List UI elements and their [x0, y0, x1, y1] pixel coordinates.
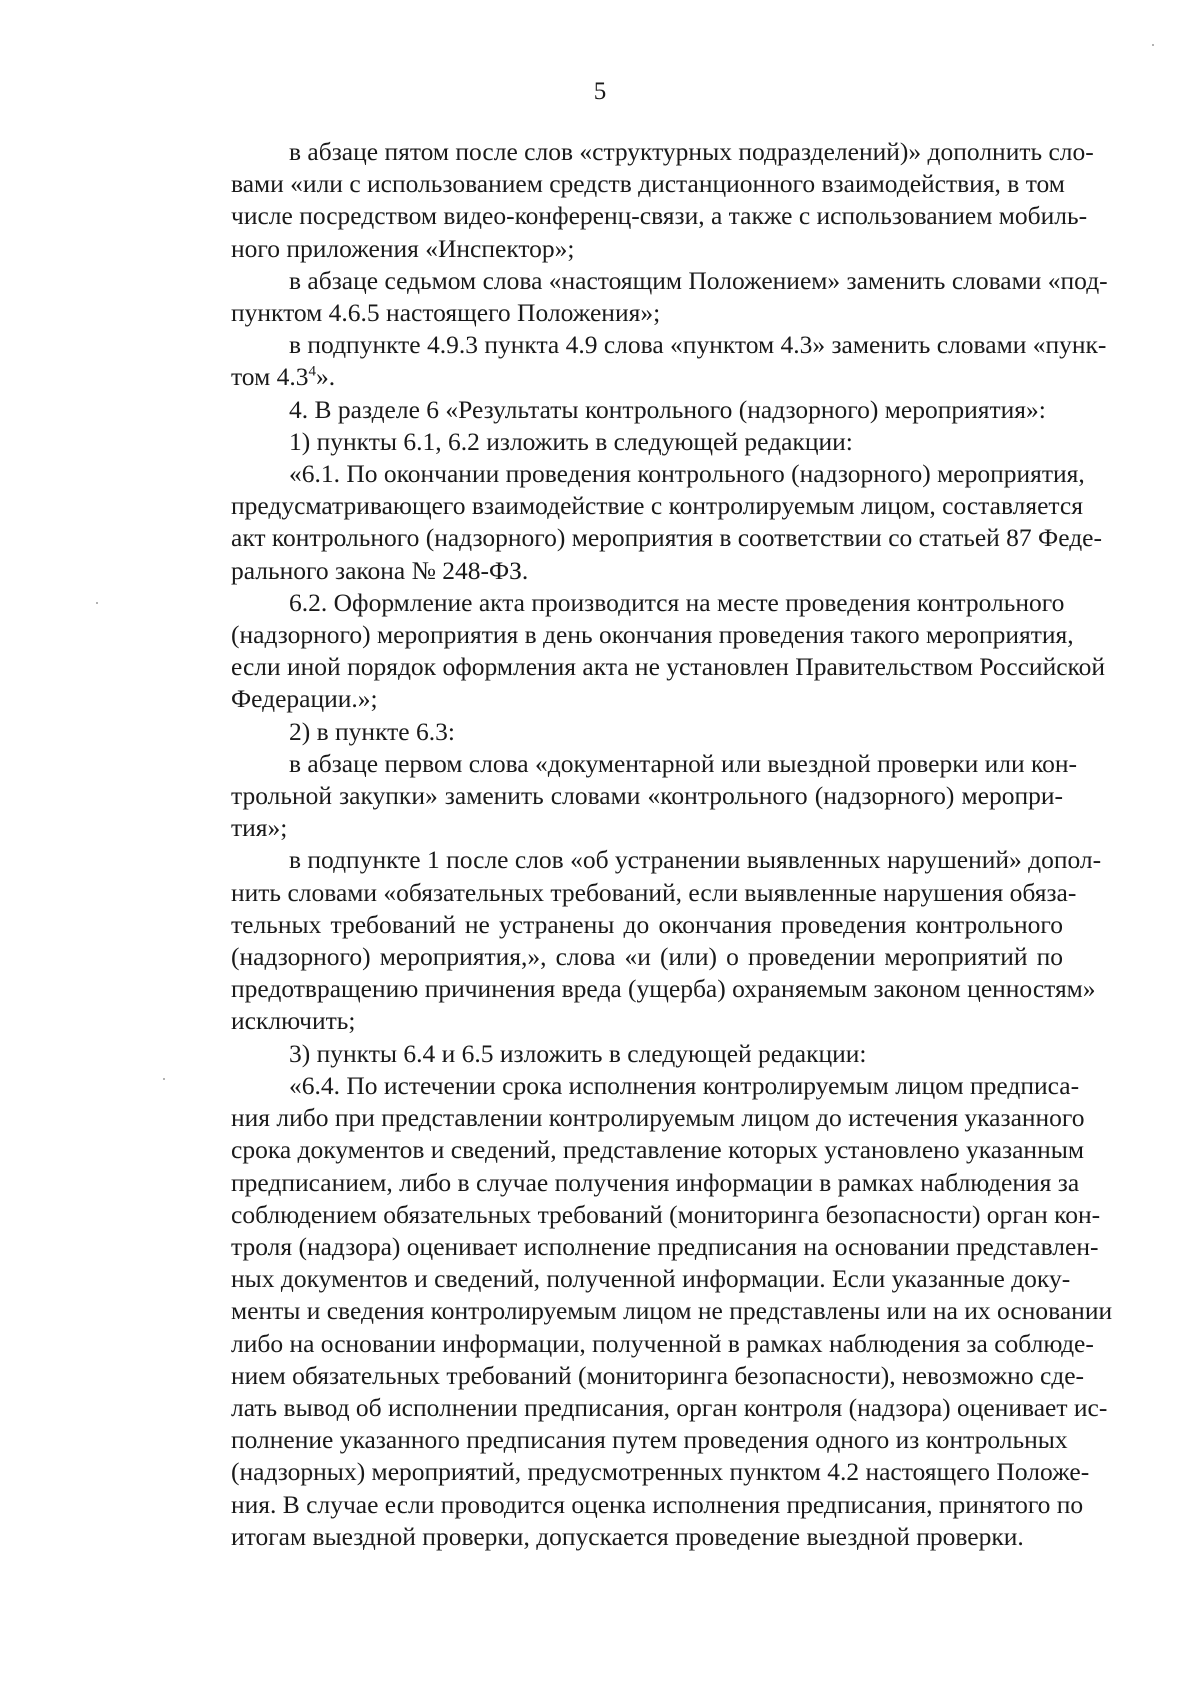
paragraph-line: предотвращению причинения вреда (ущерба) охраняемым законом ценностям» — [231, 974, 1096, 1004]
paragraph-line: рального закона № 248-ФЗ. — [231, 555, 529, 585]
paragraph-line: ных документов и сведений, полученной информации. Если указанные доку- — [231, 1264, 1071, 1294]
paragraph-line: 2) в пункте 6.3: — [289, 716, 455, 746]
paragraph — [173, 265, 1108, 329]
scan-speck — [163, 1078, 165, 1080]
line-text: ». — [315, 362, 336, 392]
paragraph-line: «6.4. По истечении срока исполнения контролируемым лицом предписа- — [289, 1070, 1080, 1100]
superscript: 4 — [308, 363, 316, 380]
paragraph-line: нием обязательных требований (мониторинга безопасности), невозможно сде- — [231, 1360, 1085, 1390]
paragraph-line: «6.1. По окончании проведения контрольного (надзорного) мероприятия, — [289, 459, 1085, 489]
paragraph-line: в абзаце седьмом слова «настоящим Положением» заменить словами «под- — [289, 265, 1108, 295]
paragraph-line: ния. В случае если проводится оценка исполнения предписания, принятого по — [231, 1489, 1084, 1519]
paragraph-line: тия»; — [231, 813, 288, 843]
paragraph — [173, 136, 1094, 265]
paragraph-line: акт контрольного (надзорного) мероприятия в соответствии со статьей 87 Феде- — [231, 523, 1102, 553]
paragraph-line: вами «или с использованием средств дистанционного взаимодействия, в том — [231, 169, 1065, 199]
paragraph-line: числе посредством видео-конференц-связи, а также с использованием мобиль- — [231, 201, 1088, 231]
paragraph-line: 4. В разделе 6 «Результаты контрольного (надзорного) мероприятия»: — [289, 394, 1046, 424]
paragraph — [173, 426, 1063, 458]
paragraph-line: полнение указанного предписания путем проведения одного из контрольных — [231, 1425, 1068, 1455]
paragraph-line: Федерации.»; — [231, 684, 378, 714]
paragraph — [173, 394, 1063, 426]
line-text: том 4.3 — [231, 362, 309, 392]
paragraph — [173, 716, 1063, 748]
scan-speck — [1152, 44, 1154, 46]
paragraph — [173, 458, 1102, 587]
paragraph-line: троля (надзора) оценивает исполнение предписания на основании представлен- — [231, 1231, 1099, 1261]
paragraph-line: нить словами «обязательных требований, если выявленные нарушения обяза- — [231, 877, 1077, 907]
paragraph-line: 1) пункты 6.1, 6.2 изложить в следующей редакции: — [289, 426, 853, 456]
paragraph-line: срока документов и сведений, представление которых установлено указанным — [231, 1135, 1084, 1165]
paragraph — [173, 329, 1107, 393]
paragraph-line — [173, 361, 1063, 393]
paragraph-line: лать вывод об исполнении предписания, орган контроля (надзора) оценивает ис- — [231, 1392, 1108, 1422]
paragraph — [173, 748, 1078, 845]
paragraph-line: соблюдением обязательных требований (мониторинга безопасности) орган кон- — [231, 1199, 1101, 1229]
page-number: 5 — [593, 78, 607, 105]
document-body — [173, 136, 1113, 1553]
paragraph-line: 6.2. Оформление акта производится на месте проведения контрольного — [289, 587, 1065, 617]
paragraph-line: тельных требований не устранены до окончания проведения контрольного — [231, 909, 1063, 939]
paragraph-line: предписанием, либо в случае получения информации в рамках наблюдения за — [231, 1167, 1080, 1197]
paragraph-line: в подпункте 1 после слов «об устранении выявленных нарушений» допол- — [289, 845, 1102, 875]
paragraph — [173, 844, 1102, 1037]
paragraph-line: исключить; — [231, 1006, 356, 1036]
paragraph-line: (надзорного) мероприятия,», слова «и (или) о проведении мероприятий по — [231, 942, 1063, 972]
paragraph-line: ного приложения «Инспектор»; — [231, 233, 575, 263]
paragraph-line: в абзаце первом слова «документарной или выездной проверки или кон- — [289, 748, 1078, 778]
paragraph-line: ния либо при представлении контролируемым лицом до истечения указанного — [231, 1103, 1085, 1133]
paragraph-line: трольной закупки» заменить словами «контрольного (надзорного) меропри- — [231, 781, 1063, 811]
paragraph-line: либо на основании информации, полученной в рамках наблюдения за соблюде- — [231, 1328, 1094, 1358]
paragraph-line: (надзорных) мероприятий, предусмотренных пунктом 4.2 настоящего Положе- — [231, 1457, 1090, 1487]
paragraph — [173, 587, 1106, 716]
paragraph-line: если иной порядок оформления акта не установлен Правительством Российской — [231, 652, 1106, 682]
paragraph-line: пунктом 4.6.5 настоящего Положения»; — [231, 298, 661, 328]
paragraph-line: 3) пункты 6.4 и 6.5 изложить в следующей редакции: — [289, 1038, 867, 1068]
paragraph-line: предусматривающего взаимодействие с контролируемым лицом, составляется — [231, 491, 1083, 521]
scan-speck — [96, 602, 98, 604]
paragraph-line: в подпункте 4.9.3 пункта 4.9 слова «пунктом 4.3» заменить словами «пунк- — [289, 330, 1107, 360]
paragraph — [173, 1038, 1063, 1070]
paragraph-line: в абзаце пятом после слов «структурных подразделений)» дополнить сло- — [289, 137, 1094, 166]
paragraph-line: (надзорного) мероприятия в день окончания проведения такого мероприятия, — [231, 620, 1074, 650]
paragraph — [173, 1070, 1113, 1553]
paragraph-line: менты и сведения контролируемым лицом не представлены или на их основании — [231, 1296, 1113, 1326]
paragraph-line: итогам выездной проверки, допускается проведение выездной проверки. — [231, 1521, 1024, 1551]
